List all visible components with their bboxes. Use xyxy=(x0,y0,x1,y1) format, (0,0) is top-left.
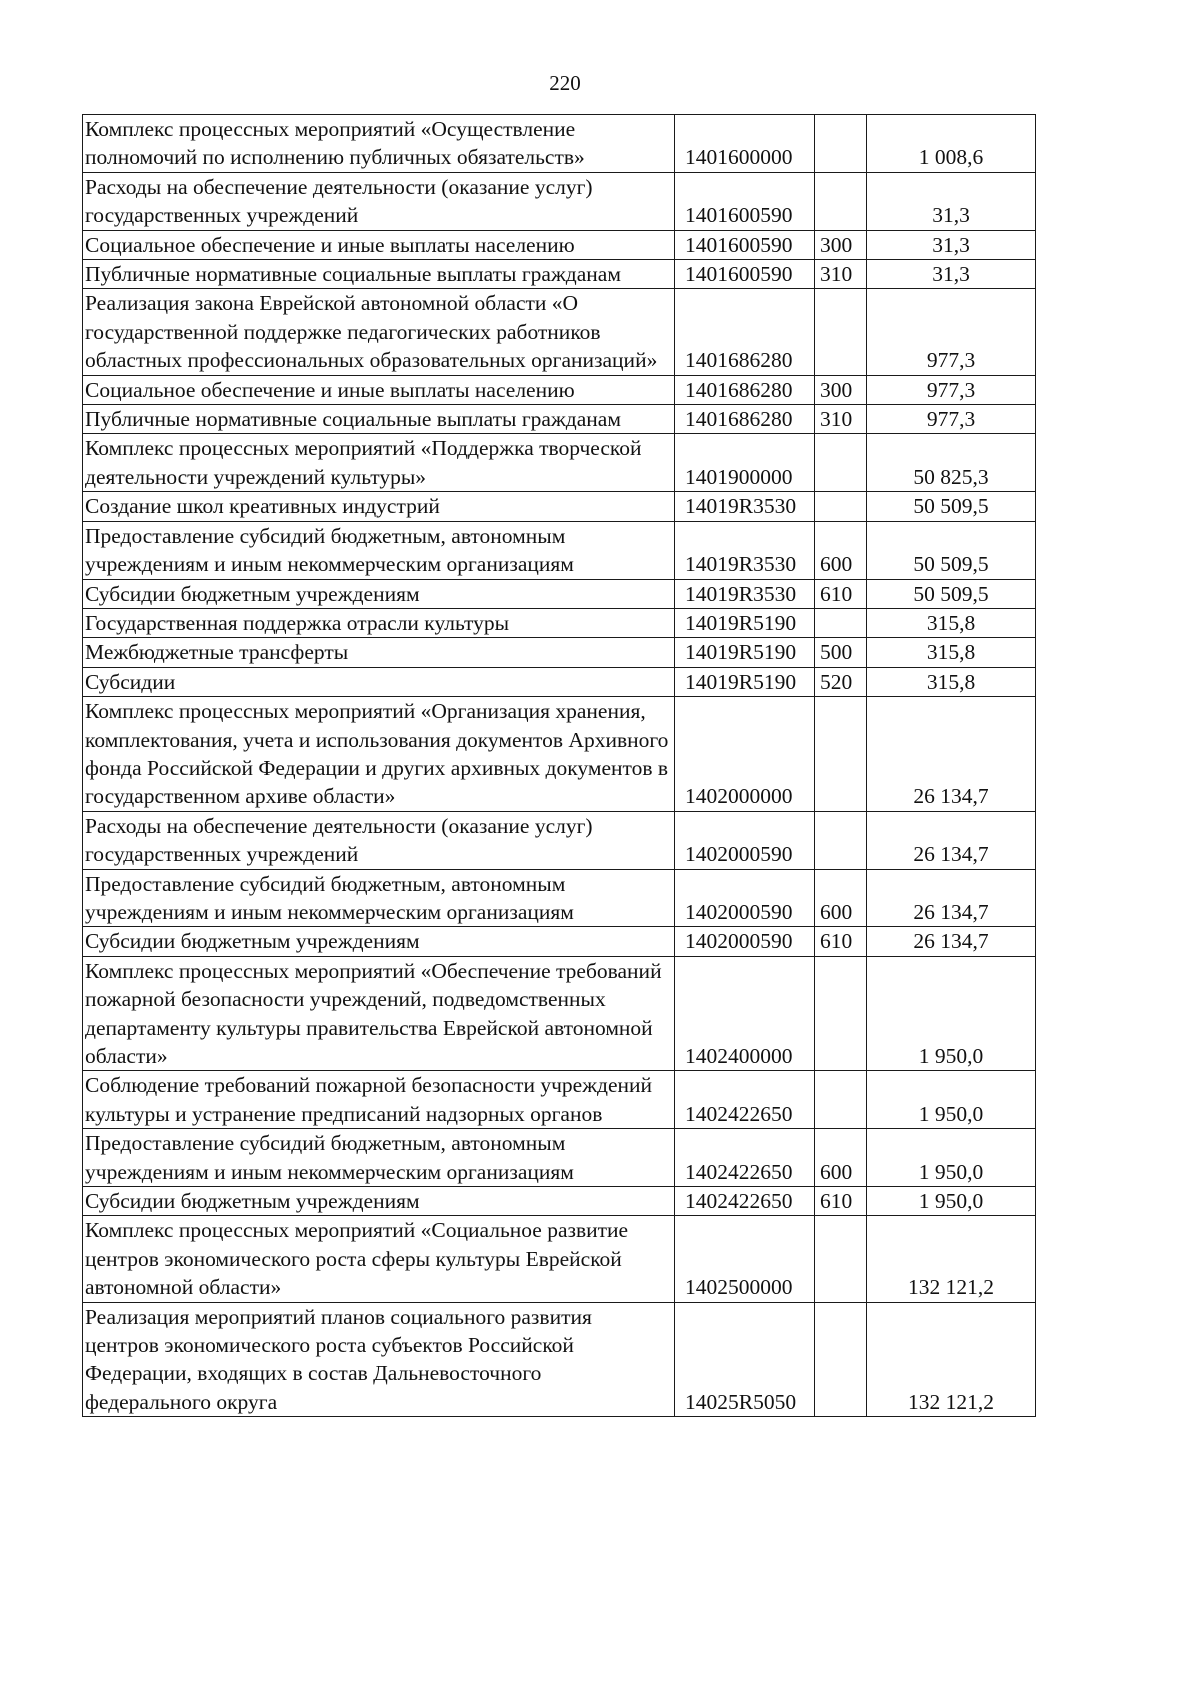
row-sum-cell: 31,3 xyxy=(867,172,1036,230)
row-name-cell: Комплекс процессных мероприятий «Организация хранения, комплектования, учета и использования документов Архивного фонда Российской Федерации и других архивных документов в государственном архиве области» xyxy=(83,697,675,812)
row-code-cell: 1402000590 xyxy=(675,811,815,869)
row-code-cell: 14019R5190 xyxy=(675,638,815,667)
row-type-cell: 300 xyxy=(815,230,867,259)
row-sum-cell: 50 509,5 xyxy=(867,579,1036,608)
row-type-cell xyxy=(815,956,867,1071)
row-code-cell: 1401686280 xyxy=(675,375,815,404)
row-name-cell: Межбюджетные трансферты xyxy=(83,638,675,667)
row-sum-cell: 132 121,2 xyxy=(867,1302,1036,1417)
row-code-cell: 1401600000 xyxy=(675,115,815,173)
row-type-cell xyxy=(815,608,867,637)
row-sum-cell: 1 950,0 xyxy=(867,1071,1036,1129)
table-row xyxy=(83,230,1036,259)
table-row xyxy=(83,1216,1036,1302)
table-row xyxy=(83,492,1036,521)
row-type-cell: 600 xyxy=(815,521,867,579)
row-sum-cell: 1 008,6 xyxy=(867,115,1036,173)
row-type-cell: 610 xyxy=(815,927,867,956)
budget-table xyxy=(82,114,1036,1417)
row-name-cell: Публичные нормативные социальные выплаты гражданам xyxy=(83,405,675,434)
row-name-cell: Публичные нормативные социальные выплаты гражданам xyxy=(83,260,675,289)
row-sum-cell: 26 134,7 xyxy=(867,697,1036,812)
row-sum-cell: 1 950,0 xyxy=(867,1129,1036,1187)
row-type-cell: 310 xyxy=(815,260,867,289)
row-code-cell: 14019R5190 xyxy=(675,608,815,637)
row-type-cell xyxy=(815,1302,867,1417)
row-code-cell: 1401900000 xyxy=(675,434,815,492)
row-sum-cell: 977,3 xyxy=(867,289,1036,375)
table-row xyxy=(83,811,1036,869)
row-code-cell: 14025R5050 xyxy=(675,1302,815,1417)
row-sum-cell: 50 509,5 xyxy=(867,521,1036,579)
row-sum-cell: 26 134,7 xyxy=(867,869,1036,927)
row-code-cell: 1402500000 xyxy=(675,1216,815,1302)
row-sum-cell: 315,8 xyxy=(867,667,1036,696)
table-row xyxy=(83,667,1036,696)
table-row xyxy=(83,1071,1036,1129)
row-name-cell: Предоставление субсидий бюджетным, автономным учреждениям и иным некоммерческим организациям xyxy=(83,521,675,579)
row-code-cell: 1402000000 xyxy=(675,697,815,812)
table-row xyxy=(83,608,1036,637)
table-row xyxy=(83,638,1036,667)
table-row xyxy=(83,1302,1036,1417)
row-type-cell: 600 xyxy=(815,1129,867,1187)
row-type-cell: 600 xyxy=(815,869,867,927)
row-type-cell xyxy=(815,1071,867,1129)
row-code-cell: 1401600590 xyxy=(675,230,815,259)
row-name-cell: Комплекс процессных мероприятий «Социальное развитие центров экономического роста сферы культуры Еврейской автономной области» xyxy=(83,1216,675,1302)
row-code-cell: 1402422650 xyxy=(675,1129,815,1187)
row-type-cell: 610 xyxy=(815,579,867,608)
table-row xyxy=(83,375,1036,404)
row-name-cell: Реализация мероприятий планов социального развития центров экономического роста субъектов Российской Федерации, входящих в состав Дальневосточного федерального округа xyxy=(83,1302,675,1417)
row-code-cell: 1402400000 xyxy=(675,956,815,1071)
row-type-cell xyxy=(815,697,867,812)
row-name-cell: Комплекс процессных мероприятий «Поддержка творческой деятельности учреждений культуры» xyxy=(83,434,675,492)
row-code-cell: 1402422650 xyxy=(675,1187,815,1216)
row-code-cell: 1401686280 xyxy=(675,405,815,434)
row-code-cell: 1402000590 xyxy=(675,927,815,956)
row-type-cell: 310 xyxy=(815,405,867,434)
row-type-cell xyxy=(815,289,867,375)
row-sum-cell: 26 134,7 xyxy=(867,811,1036,869)
row-type-cell: 610 xyxy=(815,1187,867,1216)
row-name-cell: Предоставление субсидий бюджетным, автономным учреждениям и иным некоммерческим организациям xyxy=(83,1129,675,1187)
row-sum-cell: 1 950,0 xyxy=(867,1187,1036,1216)
row-name-cell: Государственная поддержка отрасли культуры xyxy=(83,608,675,637)
row-code-cell: 14019R3530 xyxy=(675,492,815,521)
row-name-cell: Социальное обеспечение и иные выплаты населению xyxy=(83,375,675,404)
row-name-cell: Расходы на обеспечение деятельности (оказание услуг) государственных учреждений xyxy=(83,811,675,869)
row-sum-cell: 977,3 xyxy=(867,405,1036,434)
row-name-cell: Субсидии бюджетным учреждениям xyxy=(83,1187,675,1216)
row-sum-cell: 132 121,2 xyxy=(867,1216,1036,1302)
table-row xyxy=(83,405,1036,434)
row-code-cell: 14019R3530 xyxy=(675,521,815,579)
row-type-cell xyxy=(815,172,867,230)
row-name-cell: Комплекс процессных мероприятий «Осуществление полномочий по исполнению публичных обязательств» xyxy=(83,115,675,173)
row-name-cell: Субсидии xyxy=(83,667,675,696)
row-name-cell: Комплекс процессных мероприятий «Обеспечение требований пожарной безопасности учреждений, подведомственных департаменту культуры правительства Еврейской автономной области» xyxy=(83,956,675,1071)
row-sum-cell: 315,8 xyxy=(867,638,1036,667)
table-row xyxy=(83,927,1036,956)
row-type-cell: 520 xyxy=(815,667,867,696)
row-name-cell: Соблюдение требований пожарной безопасности учреждений культуры и устранение предписаний надзорных органов xyxy=(83,1071,675,1129)
table-row xyxy=(83,115,1036,173)
row-code-cell: 1402422650 xyxy=(675,1071,815,1129)
row-name-cell: Предоставление субсидий бюджетным, автономным учреждениям и иным некоммерческим организациям xyxy=(83,869,675,927)
page-number: 220 xyxy=(549,71,581,95)
row-type-cell xyxy=(815,115,867,173)
row-sum-cell: 31,3 xyxy=(867,260,1036,289)
table-row xyxy=(83,172,1036,230)
budget-table-body xyxy=(83,115,1036,1417)
row-code-cell: 1401600590 xyxy=(675,260,815,289)
row-code-cell: 1401686280 xyxy=(675,289,815,375)
table-row xyxy=(83,579,1036,608)
row-name-cell: Реализация закона Еврейской автономной области «О государственной поддержке педагогических работников областных профессиональных образовательных организаций» xyxy=(83,289,675,375)
row-sum-cell: 315,8 xyxy=(867,608,1036,637)
row-sum-cell: 977,3 xyxy=(867,375,1036,404)
row-type-cell: 500 xyxy=(815,638,867,667)
table-row xyxy=(83,434,1036,492)
row-sum-cell: 26 134,7 xyxy=(867,927,1036,956)
table-row xyxy=(83,260,1036,289)
table-row xyxy=(83,1129,1036,1187)
row-code-cell: 14019R5190 xyxy=(675,667,815,696)
row-type-cell xyxy=(815,492,867,521)
table-row xyxy=(83,869,1036,927)
row-sum-cell: 31,3 xyxy=(867,230,1036,259)
row-type-cell xyxy=(815,811,867,869)
row-type-cell xyxy=(815,434,867,492)
table-row xyxy=(83,521,1036,579)
row-code-cell: 1401600590 xyxy=(675,172,815,230)
row-type-cell xyxy=(815,1216,867,1302)
row-name-cell: Субсидии бюджетным учреждениям xyxy=(83,579,675,608)
row-name-cell: Создание школ креативных индустрий xyxy=(83,492,675,521)
row-name-cell: Социальное обеспечение и иные выплаты населению xyxy=(83,230,675,259)
row-name-cell: Субсидии бюджетным учреждениям xyxy=(83,927,675,956)
row-sum-cell: 50 509,5 xyxy=(867,492,1036,521)
table-row xyxy=(83,1187,1036,1216)
row-name-cell: Расходы на обеспечение деятельности (оказание услуг) государственных учреждений xyxy=(83,172,675,230)
table-row xyxy=(83,956,1036,1071)
table-row xyxy=(83,697,1036,812)
row-code-cell: 14019R3530 xyxy=(675,579,815,608)
row-sum-cell: 1 950,0 xyxy=(867,956,1036,1071)
table-row xyxy=(83,289,1036,375)
row-sum-cell: 50 825,3 xyxy=(867,434,1036,492)
row-code-cell: 1402000590 xyxy=(675,869,815,927)
row-type-cell: 300 xyxy=(815,375,867,404)
